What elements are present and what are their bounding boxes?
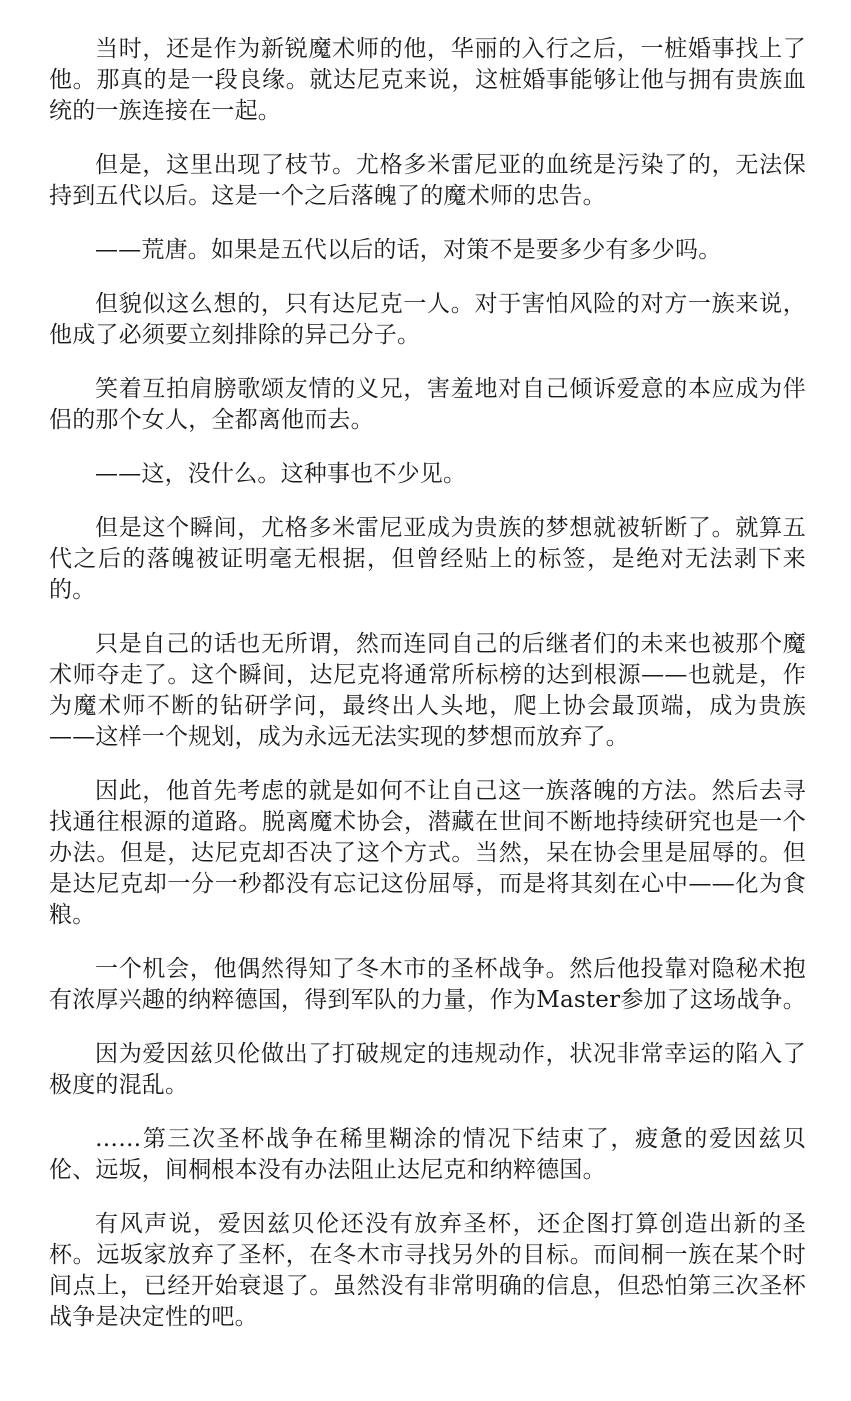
paragraph-3: ——荒唐。如果是五代以后的话，对策不是要多少有多少吗。: [95, 237, 722, 263]
paragraph-12: ……第三次圣杯战争在稀里糊涂的情况下结束了，疲惫的爱因兹贝伦、远坂，间桐根本没有办法阻止达尼克和纳粹德国。: [49, 1126, 806, 1183]
paragraph-11: 因为爱因兹贝伦做出了打破规定的违规动作，状况非常幸运的陷入了极度的混乱。: [49, 1041, 806, 1098]
paragraph-9: 因此，他首先考虑的就是如何不让自己这一族落魄的方法。然后去寻找通往根源的道路。脱离魔术协会，潜藏在世间不断地持续研究也是一个办法。但是，达尼克却否决了这个方式。当然，呆在协会里是屈辱的。但是达尼克却一分一秒都没有忘记这份屈辱，而是将其刻在心中——化为食粮。: [49, 778, 806, 928]
paragraph-6: ——这，没什么。这种事也不少见。: [95, 461, 467, 487]
paragraph-2: 但是，这里出现了枝节。尤格多米雷尼亚的血统是污染了的，无法保持到五代以后。这是一个之后落魄了的魔术师的忠告。: [49, 152, 806, 209]
document-body: [49, 34, 806, 1356]
paragraph-13: 有风声说，爱因兹贝伦还没有放弃圣杯，还企图打算创造出新的圣杯。远坂家放弃了圣杯，在冬木市寻找另外的目标。而间桐一族在某个时间点上，已经开始衰退了。虽然没有非常明确的信息，但恐怕第三次圣杯战争是决定性的吧。: [49, 1211, 806, 1330]
paragraph-1: 当时，还是作为新锐魔术师的他，华丽的入行之后，一桩婚事找上了他。那真的是一段良缘。就达尼克来说，这桩婚事能够让他与拥有贵族血统的一族连接在一起。: [49, 36, 806, 124]
paragraph-4: 但貌似这么想的，只有达尼克一人。对于害怕风险的对方一族来说，他成了必须要立刻排除的异己分子。: [49, 291, 806, 348]
paragraph-10: 一个机会，他偶然得知了冬木市的圣杯战争。然后他投靠对隐秘术抱有浓厚兴趣的纳粹德国，得到军队的力量，作为Master参加了这场战争。: [49, 956, 806, 1013]
paragraph-5: 笑着互拍肩膀歌颂友情的义兄，害羞地对自己倾诉爱意的本应成为伴侣的那个女人，全都离他而去。: [49, 376, 806, 433]
paragraph-7: 但是这个瞬间，尤格多米雷尼亚成为贵族的梦想就被斩断了。就算五代之后的落魄被证明毫无根据，但曾经贴上的标签，是绝对无法剥下来的。: [49, 515, 806, 603]
paragraph-8: 只是自己的话也无所谓，然而连同自己的后继者们的未来也被那个魔术师夺走了。这个瞬间，达尼克将通常所标榜的达到根源——也就是，作为魔术师不断的钻研学问，最终出人头地，爬上协会最顶端，成为贵族——这样一个规划，成为永远无法实现的梦想而放弃了。: [49, 631, 806, 750]
